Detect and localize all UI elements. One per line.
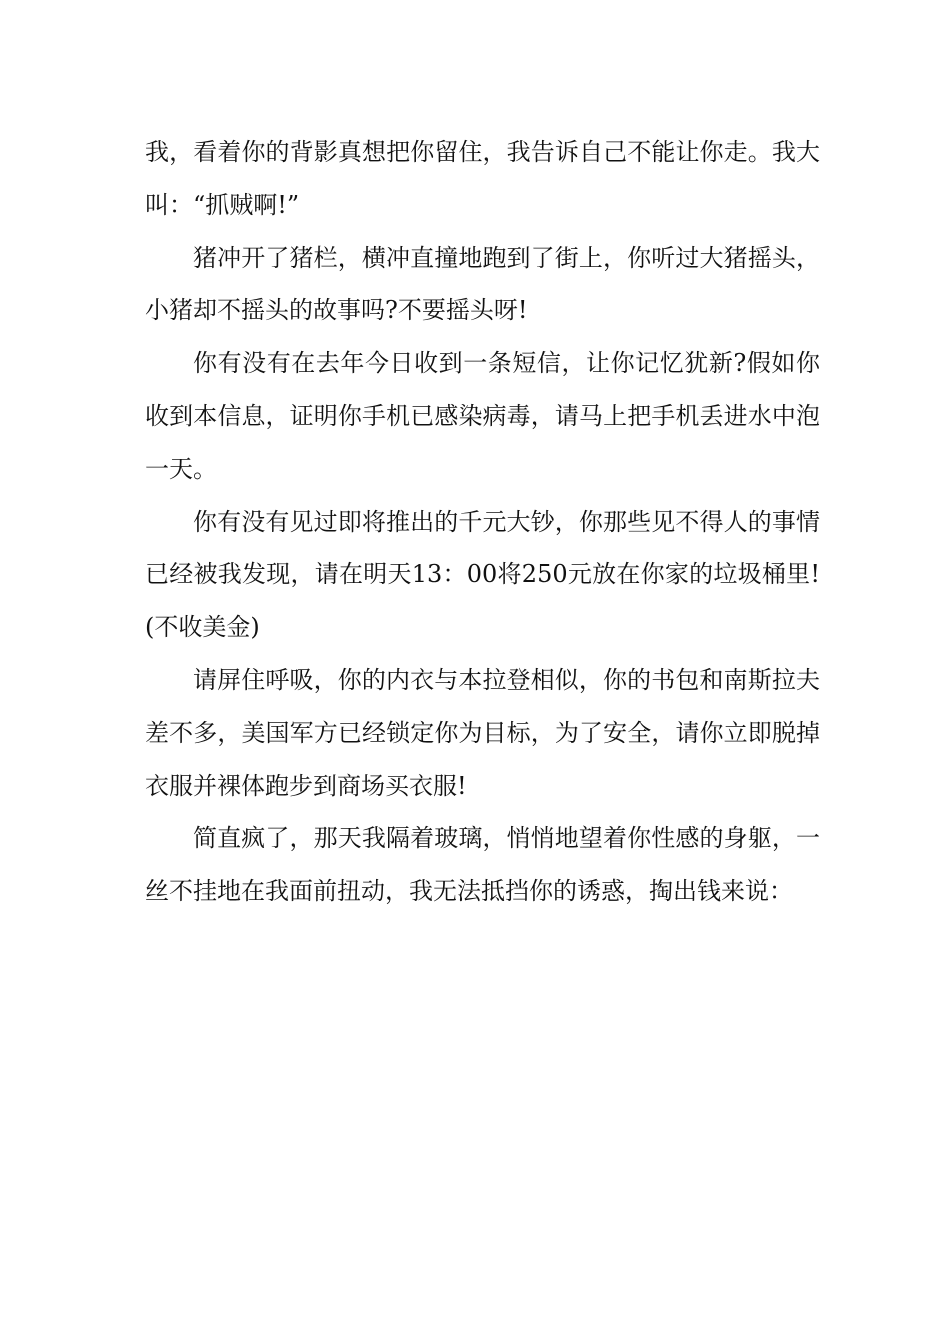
paragraph-banknote: 你有没有见过即将推出的千元大钞，你那些见不得人的事情已经被我发现，请在明天13：00将250元放在你家的垃圾桶里!(不收美金) xyxy=(145,507,820,642)
document-body xyxy=(145,126,820,918)
paragraph-virus-message: 你有没有在去年今日收到一条短信，让你记忆犹新?假如你收到本信息，证明你手机已感染病毒，请马上把手机丢进水中泡一天。 xyxy=(145,349,820,483)
paragraph-pig: 猪冲开了猪栏，横冲直撞地跑到了街上，你听过大猪摇头，小猪却不摇头的故事吗?不要摇头呀! xyxy=(145,243,820,325)
paragraph-glass: 简直疯了，那天我隔着玻璃，悄悄地望着你性感的身躯，一丝不挂地在我面前扭动，我无法抵挡你的诱惑，掏出钱来说： xyxy=(145,824,820,906)
paragraph-hold-breath: 请屏住呼吸，你的内衣与本拉登相似，你的书包和南斯拉夫差不多，美国军方已经锁定你为目标，为了安全，请你立即脱掉衣服并裸体跑步到商场买衣服! xyxy=(145,665,820,800)
paragraph-continued: 我，看着你的背影真想把你留住，我告诉自己不能让你走。我大叫：“抓贼啊!” xyxy=(145,138,820,219)
